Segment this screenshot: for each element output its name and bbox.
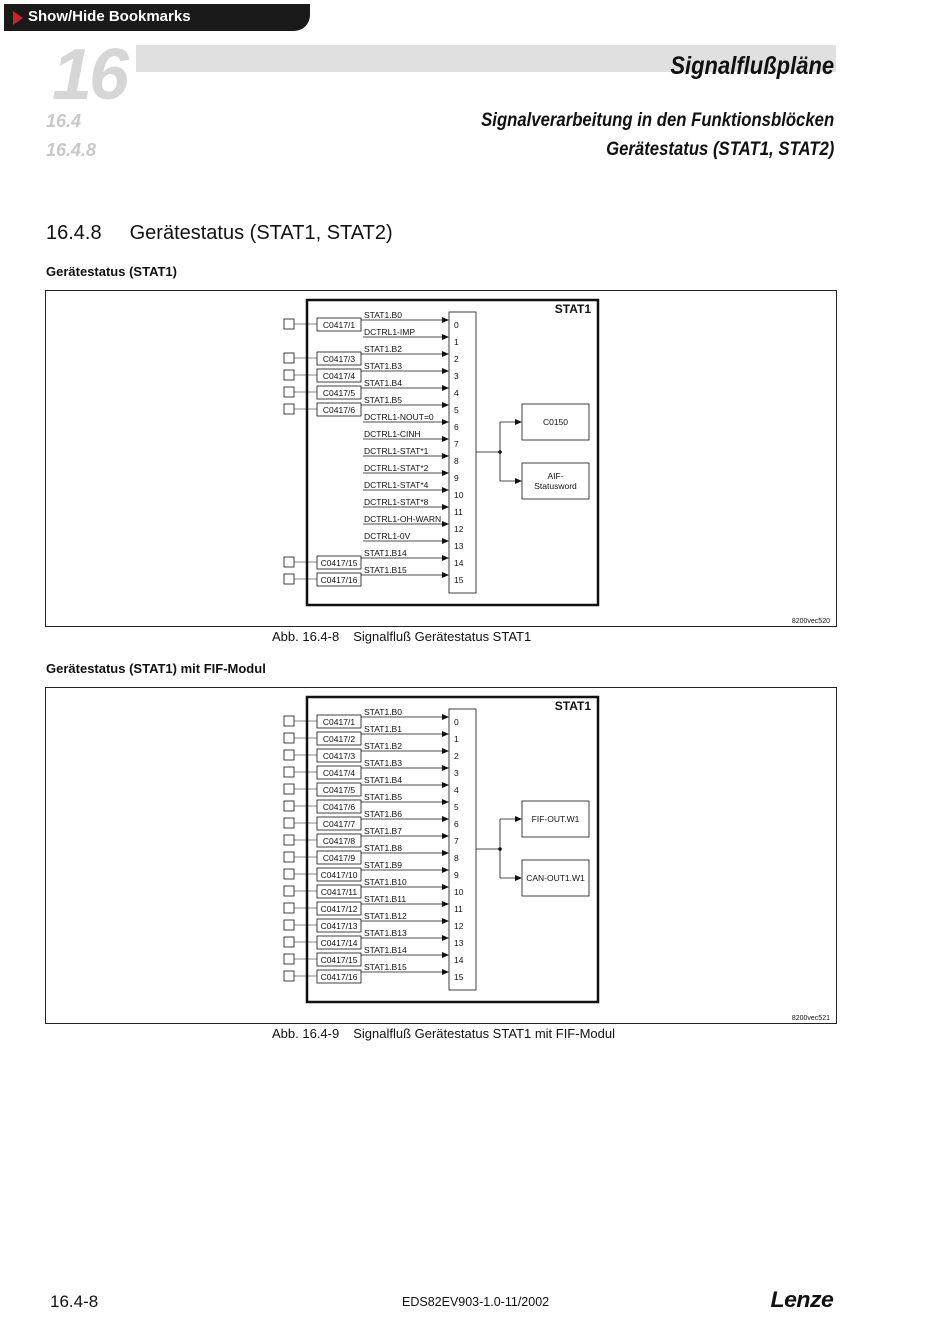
figure1-heading: Gerätestatus (STAT1) [46, 264, 177, 279]
fig1-code-label: C0417/6 [322, 405, 356, 415]
fig1-bit-label: 9 [454, 473, 459, 483]
fig2-signal-label: STAT1.B6 [364, 809, 402, 819]
fig2-image-id: 8200vec521 [791, 1015, 830, 1022]
fig2-signal-label: STAT1.B10 [364, 877, 407, 887]
fig1-signal-label: STAT1.B3 [364, 361, 402, 371]
fig1-block-title: STAT1 [554, 302, 591, 316]
fig2-checkbox [284, 920, 294, 930]
fig1-signal-label: DCTRL1-NOUT=0 [364, 412, 434, 422]
fig2-code-label: C0417/15 [320, 955, 358, 965]
fig2-checkbox [284, 971, 294, 981]
fig2-signal-label: STAT1.B2 [364, 741, 402, 751]
figure2-caption [272, 1026, 615, 1041]
fig1-signal-label: DCTRL1-IMP [364, 327, 416, 337]
fig2-code-label: C0417/5 [322, 785, 356, 795]
fig2-bit-label: 7 [454, 836, 459, 846]
fig2-bit-label: 1 [454, 734, 459, 744]
lenze-logo: Lenze [770, 1287, 834, 1312]
fig1-bit-label: 3 [454, 371, 459, 381]
figure2-caption-number: Abb. 16.4-9 [272, 1026, 340, 1041]
fig2-code-label: C0417/11 [320, 887, 358, 897]
header-subsection-title: Gerätestatus (STAT1, STAT2) [605, 139, 834, 160]
fig1-checkbox [284, 319, 294, 329]
fig1-bit-label: 10 [454, 490, 464, 500]
fig1-bit-label: 1 [454, 337, 459, 347]
fig2-checkbox [284, 818, 294, 828]
fig2-bit-label: 13 [454, 938, 464, 948]
fig1-checkbox [284, 404, 294, 414]
figure1-caption [272, 629, 531, 644]
fig1-checkbox [284, 387, 294, 397]
fig2-signal-label: STAT1.B1 [364, 724, 402, 734]
fig1-output-label: Statusword [534, 481, 577, 491]
fig2-signal-label: STAT1.B5 [364, 792, 402, 802]
fig1-bit-label: 15 [454, 575, 464, 585]
fig1-signal-label: STAT1.B5 [364, 395, 402, 405]
figure1-frame [45, 290, 837, 627]
fig1-signal-label: DCTRL1-0V [364, 531, 411, 541]
footer-document-id: EDS82EV903-1.0-11/2002 [402, 1295, 550, 1309]
fig1-signal-label: DCTRL1-STAT*4 [364, 480, 429, 490]
fig2-output-label: CAN-OUT1.W1 [526, 873, 585, 883]
fig2-checkbox [284, 801, 294, 811]
fig1-bit-label: 5 [454, 405, 459, 415]
fig2-signal-label: STAT1.B15 [364, 962, 407, 972]
fig1-output-label: AIF- [547, 471, 564, 481]
figure2-diagram [46, 688, 836, 1023]
chapter-number: 16 [52, 35, 127, 115]
fig2-code-label: C0417/14 [320, 938, 358, 948]
fig1-bit-label: 7 [454, 439, 459, 449]
fig1-image-id: 8200vec520 [791, 618, 830, 625]
fig2-signal-label: STAT1.B14 [364, 945, 407, 955]
fig2-checkbox [284, 954, 294, 964]
fig2-bit-label: 5 [454, 802, 459, 812]
fig1-checkbox [284, 353, 294, 363]
fig1-checkbox [284, 557, 294, 567]
fig1-code-label: C0417/1 [322, 320, 356, 330]
fig2-bit-label: 3 [454, 768, 459, 778]
fig1-output-label: C0150 [542, 417, 569, 427]
fig2-code-label: C0417/9 [322, 853, 356, 863]
fig2-code-label: C0417/4 [322, 768, 356, 778]
fig2-checkbox [284, 937, 294, 947]
fig2-signal-label: STAT1.B12 [364, 911, 407, 921]
figure1-diagram [46, 291, 836, 626]
fig1-code-label: C0417/3 [322, 354, 356, 364]
fig1-signal-label: STAT1.B14 [364, 548, 407, 558]
fig2-bit-label: 9 [454, 870, 459, 880]
fig1-bit-label: 12 [454, 524, 464, 534]
fig2-checkbox [284, 750, 294, 760]
triangle-right-icon [13, 11, 23, 25]
figure1-caption-number: Abb. 16.4-8 [272, 629, 340, 644]
fig1-bit-label: 6 [454, 422, 459, 432]
figure2-heading: Gerätestatus (STAT1) mit FIF-Modul [46, 661, 266, 676]
fig2-signal-label: STAT1.B3 [364, 758, 402, 768]
fig2-checkbox [284, 886, 294, 896]
fig2-bit-label: 6 [454, 819, 459, 829]
fig1-bit-label: 0 [454, 320, 459, 330]
fig2-signal-label: STAT1.B8 [364, 843, 402, 853]
fig2-signal-label: STAT1.B13 [364, 928, 407, 938]
fig1-code-label: C0417/16 [320, 575, 358, 585]
fig2-code-label: C0417/1 [322, 717, 356, 727]
figure1-caption-text: Signalfluß Gerätestatus STAT1 [353, 629, 532, 644]
chapter-title: Signalflußpläne [670, 52, 834, 80]
figure2-frame [45, 687, 837, 1024]
fig1-checkbox [284, 370, 294, 380]
fig1-bit-label: 11 [454, 507, 463, 517]
fig2-bit-label: 2 [454, 751, 459, 761]
fig2-checkbox [284, 869, 294, 879]
fig1-bit-label: 8 [454, 456, 459, 466]
fig1-bit-label: 13 [454, 541, 464, 551]
fig1-signal-label: STAT1.B2 [364, 344, 402, 354]
fig2-bit-label: 0 [454, 717, 459, 727]
fig2-signal-label: STAT1.B4 [364, 775, 402, 785]
fig1-signal-label: STAT1.B4 [364, 378, 402, 388]
fig2-bit-label: 14 [454, 955, 464, 965]
header-section-number: 16.4 [46, 111, 82, 131]
fig2-checkbox [284, 733, 294, 743]
fig2-bit-label: 15 [454, 972, 464, 982]
section-heading [46, 222, 393, 245]
fig2-signal-label: STAT1.B9 [364, 860, 402, 870]
header-subsection-number: 16.4.8 [46, 140, 97, 160]
fig2-block-title: STAT1 [554, 699, 591, 713]
fig1-bit-label: 14 [454, 558, 464, 568]
fig2-checkbox [284, 716, 294, 726]
fig2-signal-label: STAT1.B7 [364, 826, 402, 836]
fig2-code-label: C0417/13 [320, 921, 358, 931]
fig1-code-label: C0417/5 [322, 388, 356, 398]
fig2-signal-label: STAT1.B0 [364, 707, 402, 717]
show-hide-bookmarks-button[interactable] [4, 4, 310, 31]
fig2-code-label: C0417/7 [322, 819, 356, 829]
fig1-code-label: C0417/4 [322, 371, 356, 381]
bookmarks-button-label: Show/Hide Bookmarks [28, 8, 191, 25]
fig2-bit-label: 11 [454, 904, 463, 914]
fig2-bit-label: 10 [454, 887, 464, 897]
fig2-signal-label: STAT1.B11 [364, 894, 407, 904]
fig1-checkbox [284, 574, 294, 584]
fig1-signal-label: DCTRL1-STAT*1 [364, 446, 429, 456]
fig2-checkbox [284, 835, 294, 845]
fig1-bit-label: 2 [454, 354, 459, 364]
fig1-signal-label: STAT1.B0 [364, 310, 402, 320]
section-title: Gerätestatus (STAT1, STAT2) [129, 222, 393, 244]
header-section-title: Signalverarbeitung in den Funktionsblöcken [480, 110, 834, 131]
fig2-bit-label: 4 [454, 785, 459, 795]
fig1-signal-label: DCTRL1-STAT*2 [364, 463, 429, 473]
fig2-checkbox [284, 852, 294, 862]
figure2-caption-text: Signalfluß Gerätestatus STAT1 mit FIF-Modul [353, 1026, 615, 1041]
fig2-code-label: C0417/6 [322, 802, 356, 812]
fig2-checkbox [284, 767, 294, 777]
fig1-bit-label: 4 [454, 388, 459, 398]
fig1-signal-label: STAT1.B15 [364, 565, 407, 575]
fig2-bit-label: 8 [454, 853, 459, 863]
fig2-code-label: C0417/10 [320, 870, 358, 880]
fig1-code-label: C0417/15 [320, 558, 358, 568]
footer-page-number: 16.4-8 [50, 1292, 99, 1311]
fig2-output-label: FIF-OUT.W1 [531, 814, 580, 824]
fig2-code-label: C0417/12 [320, 904, 358, 914]
fig2-code-label: C0417/16 [320, 972, 358, 982]
fig1-signal-label: DCTRL1-STAT*8 [364, 497, 429, 507]
fig1-signal-label: DCTRL1-OH-WARN [364, 514, 442, 524]
fig2-bit-label: 12 [454, 921, 464, 931]
fig1-signal-label: DCTRL1-CINH [364, 429, 421, 439]
fig2-checkbox [284, 784, 294, 794]
fig2-code-label: C0417/2 [322, 734, 356, 744]
fig2-code-label: C0417/8 [322, 836, 356, 846]
section-number: 16.4.8 [46, 222, 102, 244]
fig2-code-label: C0417/3 [322, 751, 356, 761]
fig2-checkbox [284, 903, 294, 913]
